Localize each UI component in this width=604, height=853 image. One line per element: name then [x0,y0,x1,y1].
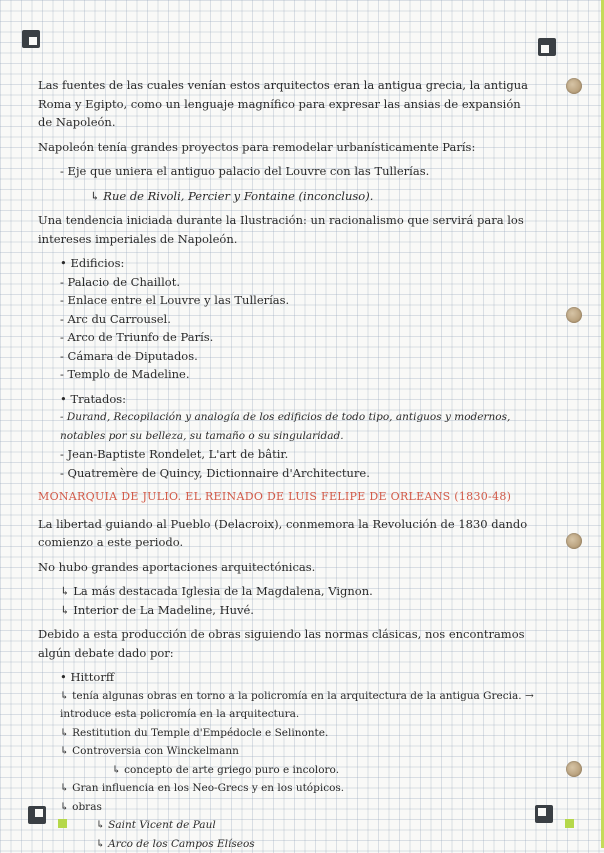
interior-item: ↳ Interior de La Madeline, Huvé. [38,601,536,620]
tratados-title: • Tratados: [60,390,536,409]
tratados-list [60,408,536,482]
binder-hole-icon [566,307,582,323]
intro-paragraph: Las fuentes de las cuales venían estos arquitectos eran la antigua grecia, la antigua Roma y Egipto, como un lenguaje magnífico para expresar las ansias de expansión de Napoleón. [38,76,536,132]
list-item: ↳ Saint Vicent de Paul [60,816,536,835]
hittorff-section [38,668,536,853]
corner-marker-icon [22,30,40,48]
tendencia-paragraph: Una tendencia iniciada durante la Ilustración: un racionalismo que servirá para los intereses imperiales de Napoleón. [38,211,536,248]
list-item: ↳ concepto de arte griego puro e incoloro. [60,761,536,780]
list-item: ↳ Arco de los Campos Elíseos [60,835,536,853]
list-item: - Arc du Carrousel. [60,310,536,329]
rivoli-item: ↳ Rue de Rivoli, Percier y Fontaine (inconcluso). [38,187,536,206]
section-heading: MONARQUIA DE JULIO. EL REINADO DE LUIS FELIPE DE ORLEANS (1830-48) [38,488,536,507]
hittorff-title: • Hittorff [60,668,536,687]
list-item: ↳ Restitution du Temple d'Empédocle e Selinonte. [60,724,536,743]
edificios-section [38,254,536,384]
tratados-section [38,390,536,483]
binder-hole-icon [566,533,582,549]
binder-hole-icon [566,78,582,94]
green-marker-icon [565,819,574,828]
list-item: - Durand, Recopilación y analogía de los edificios de todo tipo, antiguos y modernos, notables por su belleza, su tamaño o su singularidad. [60,408,536,445]
list-item: - Arco de Triunfo de París. [60,328,536,347]
hittorff-list [60,687,536,853]
list-item: ↳ obras [60,798,536,817]
corner-marker-icon [538,38,556,56]
notes-content [38,76,536,853]
list-item: - Enlace entre el Louvre y las Tullerías. [60,291,536,310]
list-item: - Quatremère de Quincy, Dictionnaire d'Architecture. [60,464,536,483]
list-item: - Palacio de Chaillot. [60,273,536,292]
corner-marker-icon [535,805,553,823]
debate-paragraph: Debido a esta producción de obras siguiendo las normas clásicas, nos encontramos algún debate dado por: [38,625,536,662]
edificios-list [60,273,536,384]
edificios-title: • Edificios: [60,254,536,273]
napoleon-paragraph: Napoleón tenía grandes proyectos para remodelar urbanísticamente París: [38,138,536,157]
magdalena-item: ↳ La más destacada Iglesia de la Magdalena, Vignon. [38,582,536,601]
list-item: - Cámara de Diputados. [60,347,536,366]
list-item: ↳ Controversia con Winckelmann [60,742,536,761]
eje-item: - Eje que uniera el antiguo palacio del Louvre con las Tullerías. [38,162,536,181]
aportaciones-paragraph: No hubo grandes aportaciones arquitectónicas. [38,558,536,577]
libertad-paragraph: La libertad guiando al Pueblo (Delacroix), conmemora la Revolución de 1830 dando comienzo a este periodo. [38,515,536,552]
list-item: - Jean-Baptiste Rondelet, L'art de bâtir. [60,445,536,464]
list-item: - Templo de Madeline. [60,365,536,384]
list-item: ↳ Gran influencia en los Neo-Grecs y en los utópicos. [60,779,536,798]
binder-hole-icon [566,761,582,777]
list-item: ↳ tenía algunas obras en torno a la policromía en la arquitectura de la antigua Grecia. → introduce esta policromía en la arquitectura. [60,687,536,724]
